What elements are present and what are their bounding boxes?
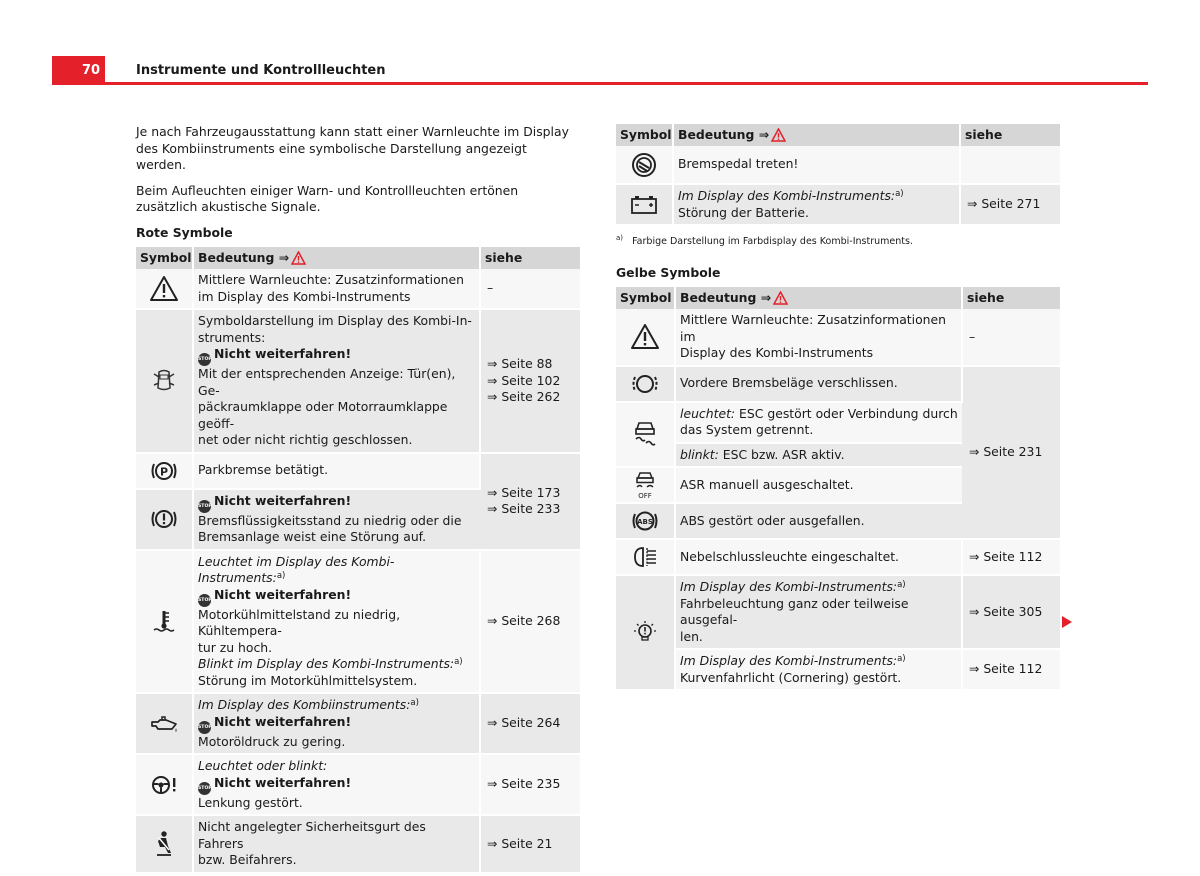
see-cell: – (962, 309, 1060, 366)
col-header-meaning: Bedeutung ⇒ (193, 247, 480, 269)
meaning-cell: ASR manuell ausgeschaltet. (675, 467, 962, 503)
yellow-symbols-table (616, 287, 1060, 691)
table-row (136, 550, 580, 694)
symbol-cell (616, 503, 675, 539)
symbol-cell (136, 550, 193, 694)
symbol-cell (136, 453, 193, 489)
symbol-cell (136, 309, 193, 453)
table-row (136, 693, 580, 754)
table-row (136, 754, 580, 815)
table-row (616, 575, 1060, 649)
meaning-cell: Im Display des Kombi-Instruments:$^{a)}$ Störung der Batterie. (673, 184, 960, 225)
meaning-cell: Leuchtet oder blinkt: STOP Nicht weiterfahren! Lenkung gestört. (193, 754, 480, 815)
stop-icon: STOP (198, 353, 211, 366)
see-cell (962, 649, 1060, 690)
symbol-cell (136, 489, 193, 550)
page-reference-link[interactable]: ⇒ Seite 112 (969, 661, 1043, 677)
see-cell (480, 309, 580, 453)
esc-icon (630, 419, 660, 449)
symbol-cell (616, 575, 675, 690)
table-row (616, 184, 1060, 225)
section-title-red: Rote Symbole (136, 224, 233, 240)
chapter-title: Instrumente und Kontrollleuchten (136, 63, 386, 78)
col-header-symbol: Symbol (136, 247, 193, 269)
parking-brake-icon (149, 456, 179, 486)
col-header-meaning: Bedeutung ⇒ (673, 124, 960, 146)
see-cell (962, 539, 1060, 575)
section-title-yellow: Gelbe Symbole (616, 264, 721, 280)
see-cell (962, 366, 1060, 540)
meaning-cell: Im Display des Kombiinstruments:$^{a)}$ STOP Nicht weiterfahren! Motoröldruck zu gering. (193, 693, 480, 754)
page-reference-link[interactable]: ⇒ Seite 102 (487, 372, 561, 388)
header-rule (52, 82, 1148, 85)
table-header (616, 124, 1060, 146)
warning-triangle-icon (291, 251, 306, 265)
continue-arrow-icon (1062, 616, 1072, 628)
symbol-cell (616, 366, 675, 402)
intro-paragraph-1: Je nach Fahrzeugausstattung kann statt einer Warnleuchte im Display des Kombiinstruments eine symbolische Darstellung angezeigt werden. (136, 124, 569, 172)
abs-icon (630, 506, 660, 536)
page-reference-link[interactable]: ⇒ Seite 112 (969, 548, 1043, 564)
battery-icon (629, 190, 659, 220)
right-column (616, 124, 1060, 691)
meaning-cell: STOP Nicht weiterfahren! Bremsflüssigkeitsstand zu niedrig oder die Bremsanlage weist eine Störung auf. (193, 489, 480, 550)
meaning-cell: Nicht angelegter Sicherheitsgurt des Fahrers bzw. Beifahrers. (193, 815, 480, 873)
see-cell: – (480, 269, 580, 309)
col-header-see: siehe (962, 287, 1060, 309)
intro-paragraph-2: Beim Aufleuchten einiger Warn- und Kontrollleuchten ertönen zusätzlich akustische Signale. (136, 182, 519, 214)
table-row (136, 269, 580, 309)
table-row (136, 453, 580, 489)
page-number: 70 (52, 56, 105, 85)
seatbelt-icon (149, 829, 179, 859)
table-row (136, 815, 580, 873)
page-reference-link[interactable]: ⇒ Seite 305 (969, 603, 1043, 619)
symbol-cell (136, 269, 193, 309)
page-reference-link[interactable]: ⇒ Seite 88 (487, 356, 553, 371)
table-row (616, 366, 1060, 402)
meaning-cell: Im Display des Kombi-Instruments:$^{a)}$ Kurvenfahrlicht (Cornering) gestört. (675, 649, 962, 690)
svg-text:P: P (159, 465, 169, 478)
see-cell (480, 754, 580, 815)
oil-pressure-icon (149, 709, 179, 739)
col-header-meaning: Bedeutung ⇒ (675, 287, 962, 309)
table-header (616, 287, 1060, 309)
symbol-cell (616, 146, 673, 184)
symbol-cell (616, 539, 675, 575)
symbol-cell (136, 815, 193, 873)
rear-fog-light-icon (630, 542, 660, 572)
steering-fault-icon (149, 770, 179, 800)
page-reference-link[interactable]: ⇒ Seite 264 (487, 715, 561, 731)
table-row (136, 309, 580, 453)
stop-icon: STOP (198, 782, 211, 795)
col-header-symbol: Symbol (616, 124, 673, 146)
meaning-cell: Symboldarstellung im Display des Kombi-In- struments: STOP Nicht weiterfahren! Mit der entsprechenden Anzeige: Tür(en), Ge- päckraumklappe oder Motorraumklappe geöff- net oder nicht richtig geschlossen. (193, 309, 480, 453)
coolant-temperature-icon (149, 606, 179, 636)
table-row (616, 649, 1060, 690)
meaning-cell: Bremspedal treten! (673, 146, 960, 184)
table-header (136, 247, 580, 269)
page-reference-link[interactable]: ⇒ Seite 173 (487, 484, 561, 500)
abs-label: ABS (637, 517, 653, 526)
meaning-cell: ABS gestört oder ausgefallen. (675, 503, 962, 539)
see-cell (962, 575, 1060, 649)
see-cell (480, 693, 580, 754)
symbol-cell (616, 309, 675, 366)
meaning-cell: Parkbremse betätigt. (193, 453, 480, 489)
symbol-cell (616, 467, 675, 503)
red-symbols-table-continued (616, 124, 1060, 226)
see-cell (480, 453, 580, 550)
col-header-symbol: Symbol (616, 287, 675, 309)
symbol-cell (136, 693, 193, 754)
symbol-cell (616, 184, 673, 225)
page-reference-link[interactable]: ⇒ Seite 271 (967, 196, 1041, 212)
table-row (616, 146, 1060, 184)
asr-off-icon (630, 470, 660, 500)
page-reference-link[interactable]: ⇒ Seite 233 (487, 501, 561, 516)
warning-triangle-icon (773, 291, 788, 305)
stop-icon: STOP (198, 594, 211, 607)
symbol-cell (616, 402, 675, 468)
col-header-see: siehe (960, 124, 1060, 146)
page-reference-link[interactable]: ⇒ Seite 21 (487, 835, 553, 851)
stop-icon: STOP (198, 721, 211, 734)
red-symbols-table (136, 247, 580, 874)
meaning-cell: blinkt: ESC bzw. ASR aktiv. (675, 443, 962, 468)
page-reference-link[interactable]: ⇒ Seite 268 (487, 613, 561, 628)
car-open-doors-icon (149, 366, 179, 396)
brake-pad-wear-icon (630, 369, 660, 399)
symbol-cell (136, 754, 193, 815)
left-column (136, 124, 580, 874)
table-row (616, 309, 1060, 366)
meaning-cell: leuchtet: ESC gestört oder Verbindung durch das System getrennt. (675, 402, 962, 443)
col-header-see: siehe (480, 247, 580, 269)
warning-triangle-icon (771, 128, 786, 142)
warning-triangle-icon (149, 274, 179, 304)
see-cell (480, 815, 580, 873)
off-label: OFF (638, 492, 652, 500)
table-row (616, 539, 1060, 575)
brake-pedal-icon (629, 150, 659, 180)
see-cell (480, 550, 580, 694)
meaning-cell: Vordere Bremsbeläge verschlissen. (675, 366, 962, 402)
see-cell (960, 146, 1060, 184)
page-reference-link[interactable]: ⇒ Seite 262 (487, 389, 561, 404)
meaning-cell: Mittlere Warnleuchte: Zusatzinformationen im Display des Kombi-Instruments (675, 309, 962, 366)
meaning-cell: Im Display des Kombi-Instruments:$^{a)}$ Fahrbeleuchtung ganz oder teilweise ausgefal- len. (675, 575, 962, 649)
bulb-failure-icon (630, 618, 660, 648)
meaning-cell: Leuchtet im Display des Kombi-Instruments:$^{a)}$ STOP Nicht weiterfahren! Motorkühlmittelstand zu niedrig, Kühltempera- tur zu hoch. Blinkt im Display des Kombi-Instruments:$^{a)}$ Störung im Motorkühlmittelsystem. (193, 550, 480, 694)
footnote: $^{a)}$ Farbige Darstellung im Farbdisplay des Kombi-Instruments. (616, 234, 913, 247)
stop-icon: STOP (198, 500, 211, 513)
meaning-cell: Mittlere Warnleuchte: Zusatzinformationen im Display des Kombi-Instruments (193, 269, 480, 309)
see-cell (960, 184, 1060, 225)
page-reference-link[interactable]: ⇒ Seite 235 (487, 776, 561, 792)
meaning-cell: Nebelschlussleuchte eingeschaltet. (675, 539, 962, 575)
page-reference-link[interactable]: ⇒ Seite 231 (969, 444, 1043, 459)
brake-system-icon (149, 504, 179, 534)
warning-triangle-icon (630, 322, 660, 352)
